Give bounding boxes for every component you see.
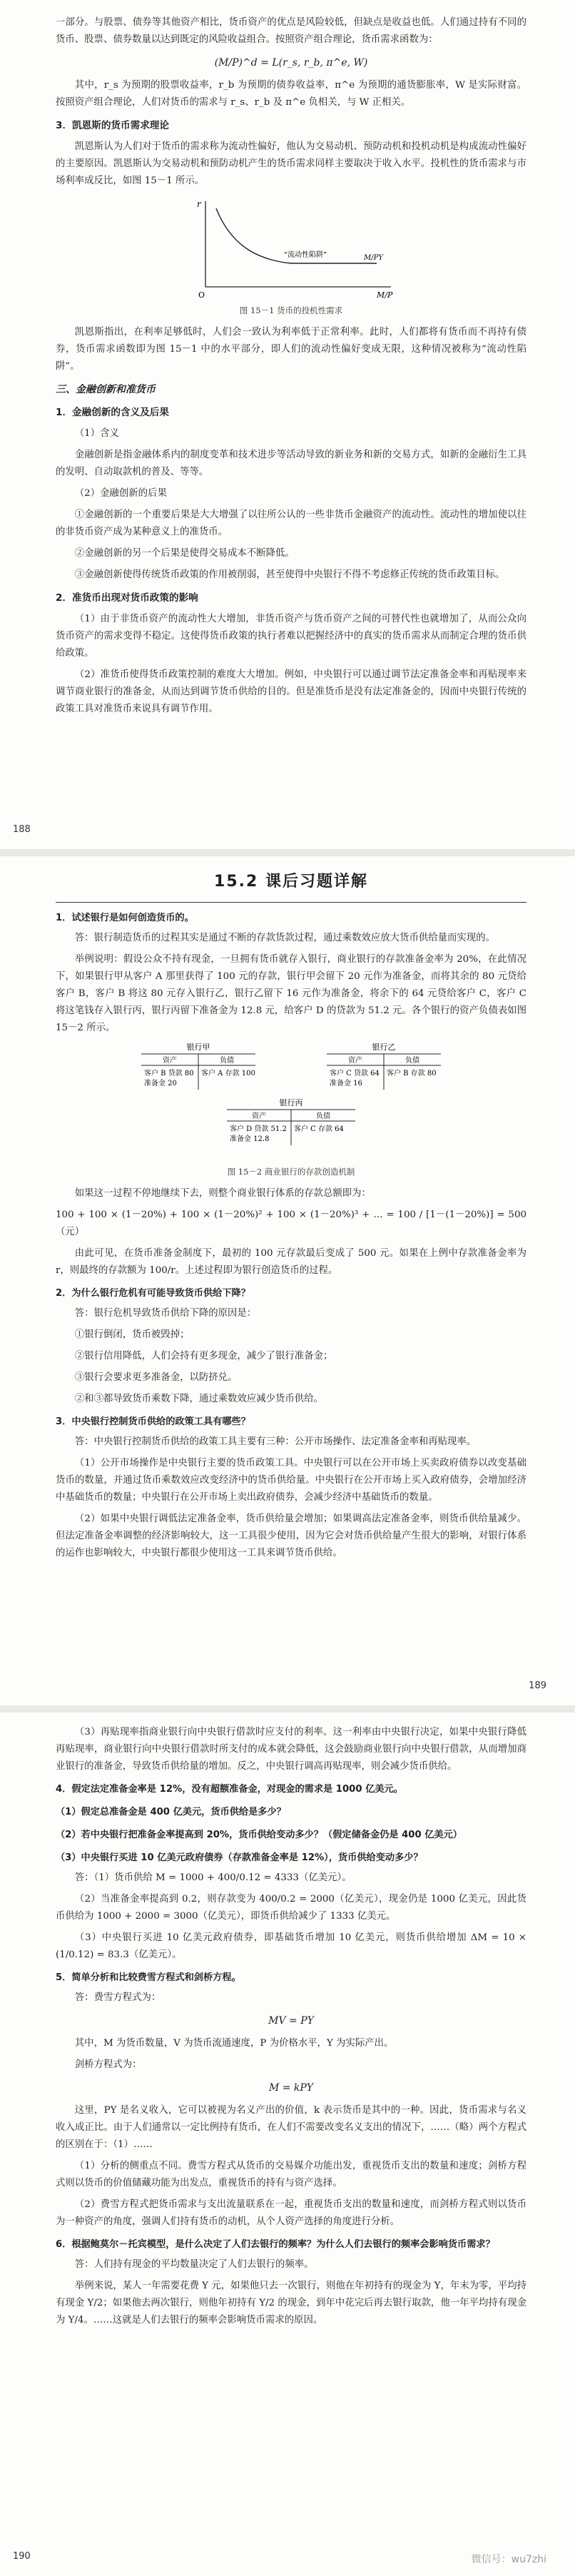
bank-b-row: 客户 B 存款 80: [387, 1070, 437, 1077]
origin-label: O: [198, 290, 205, 300]
answer: 答：银行制造货币的过程其实是通过不断的存款货款过程，通过乘数效应放大货币供给量而实现的。: [74, 933, 495, 943]
paragraph: （2）金融创新的后果: [74, 488, 167, 499]
liabilities-label: 负债: [220, 1057, 234, 1065]
assets-label: 资产: [163, 1057, 177, 1065]
heading: 2．准货币出现对货币政策的影响: [56, 592, 198, 604]
question: 5．简单分析和比较费雪方程式和剑桥方程。: [56, 1972, 241, 1983]
answer: 答：银行危机导致货币供给下降的原因是：: [74, 1308, 257, 1319]
paragraph: （1）由于非货币资产的流动性大大增加，非货币资产与货币资产之间的可替代性也就增加了，从而公众向货币资产的需求变得不稳定。这使得货币政策的执行者难以把握经济中的真实的货币需求从而制定合理的货币供给政策。: [56, 614, 526, 659]
paragraph: ①金融创新的一个重要后果是大大增强了以往所公认的一些非货币金融资产的流动性。流动性的增加使以往的非货币资产成为某种意义上的准货币。: [56, 509, 526, 537]
answer: 答：人们持有现金的平均数量决定了人们去银行的频率。: [74, 2259, 314, 2270]
bank-a-row: 准备金 20: [144, 1080, 177, 1087]
assets-label: 资产: [348, 1057, 362, 1065]
bank-balance-sheets-figure: [113, 1041, 469, 1162]
paragraph: 凯恩斯认为人们对于货币的需求称为流动性偏好，他认为交易动机、预防动机和投机动机是构成流动性偏好的主要原因。凯恩斯认为交易动机和预防动机产生的货币需求同样主要取决于收入水平。投机性的货币需求与市场利率成反比，如图 15－1 所示。: [56, 141, 526, 186]
fisher-equation: MV = PY: [268, 2015, 314, 2027]
liquidity-trap-label: “流动性陷阱”: [284, 251, 327, 259]
paragraph: 其中，r_s 为预期的股票收益率，r_b 为预期的债券收益率，π^e 为预期的通货膨胀率，W 是实际财富。按照资产组合理论，人们对货币的需求与 r_s、r_b 及 π^e 负相关，与 W 正相关。: [56, 80, 526, 108]
money-demand-formula: (M/P)^d = L(r_s, r_b, π^e, W): [214, 57, 368, 69]
heading: 3．凯恩斯的货币需求理论: [56, 120, 169, 131]
bank-a-label: 银行甲: [186, 1043, 210, 1052]
paragraph: 一部分。与股票、债券等其他资产相比，货币资产的优点是风险较低，但缺点是收益也低。人们通过持有不同的货币、股票、债券数量以达到既定的风险收益组合。按照资产组合理论，货币需求函数为：: [56, 17, 526, 45]
paragraph: （2）费雪方程式把货币需求与支出流量联系在一起，重视货币支出的数量和速度，而剑桥方程式则以货币为一种资产的角度，强调人们持有货币的动机，从个人资产选择的角度进行分析。: [56, 2199, 526, 2227]
answer: 答：费雪方程式为：: [74, 1992, 161, 2003]
page-gap: [0, 1705, 575, 1713]
question: 4．假定法定准备金率是 12%，没有超额准备金，对现金的需求是 1000 亿美元。: [56, 1784, 403, 1795]
answer: 答：中央银行控制货币供给的政策工具主要有三种：公开市场操作、法定准备金率和再贴现率。: [74, 1436, 477, 1447]
answer: （3）中央银行买进 10 亿美元政府债券，即基础货币增加 10 亿美元，则货币供给增加 ΔM = 10 × (1/0.12) = 83.3（亿美元）。: [56, 1932, 526, 1960]
y-axis-label: r: [197, 199, 201, 209]
paragraph: （3）再贴现率指商业银行向中央银行借款时应支付的利率。这一利率由中央银行决定，如果中央银行降低再贴现率，商业银行向中央银行借款时所支付的成本就会降低，这会鼓励商业银行向中央银行借款，从而增加商业银行的准备金，导致货币供给量的增加。反之，中央银行调高再贴现率，则会减少货币供给。: [56, 1727, 526, 1772]
page-189-body: [56, 871, 526, 1566]
curve-label: M/PY: [364, 254, 383, 262]
list-item: ①银行倒闭，货币被毁掉；: [74, 1329, 190, 1340]
watermark: 微信号：wu7zhi: [471, 2554, 546, 2565]
page-190-body: [56, 1724, 526, 2333]
assets-label: 资产: [252, 1112, 266, 1120]
figure-caption: 图 15－2 商业银行的存款创造机制: [227, 1167, 355, 1177]
answer: 答：（1）货币供给 M = 1000 + 400/0.12 = 4333（亿美元）。: [74, 1872, 352, 1883]
x-axis-label: M/P: [377, 290, 393, 300]
answer: （2）当准备金率提高到 0.2，则存款变为 400/0.2 = 2000（亿美元），现金仍是 1000 亿美元，因此货币供给为 1000 + 2000 = 3000（亿美元），即货币供给减少了 1333 亿美元。: [56, 1894, 526, 1922]
list-item: ②和③都导致货币乘数下降，通过乘数效应减少货币供给。: [74, 1394, 323, 1404]
page-gap: [0, 849, 575, 856]
question: 1．试述银行是如何创造货币的。: [56, 913, 194, 923]
cambridge-equation: M = kPY: [268, 2082, 314, 2094]
bank-b-row: 准备金 16: [330, 1080, 362, 1087]
page-188-body: [56, 14, 526, 722]
paragraph: 举例说明：假设公众不持有现金，一旦拥有货币就存入银行，商业银行的存款准备金率为 20%，在此情况下，如果银行甲从客户 A 那里获得了 100 元的存款，银行甲会留下 20 元作为准备金，而将其余的 80 元贷给客户 B，客户 B 将这 80 元存入银行乙，银行乙留下 16 元作为准备金，将余下的 64 元贷给客户 C，客户 C 将这笔钱存入银行丙，银行丙留下准备金为 12.8 元，给客户 D 的贷款为 51.2 元。各个银行的资产负债表如图 15－2 所示。: [56, 954, 526, 1033]
page-number: 189: [529, 1680, 546, 1691]
bank-c-row: 客户 D 贷款 51.2: [230, 1125, 287, 1133]
formula: 100 + 100 × (1－20%) + 100 × (1－20%)² + 100 × (1－20%)³ + … = 100 / [1－(1－20%)] = 500（元）: [56, 1210, 526, 1237]
paragraph: 剑桥方程式为：: [74, 2059, 142, 2070]
bank-b-row: 客户 C 贷款 64: [330, 1070, 380, 1077]
paragraph: （1）分析的侧重点不同。费雪方程式从货币的交易媒介功能出发，重视货币支出的数量和速度；剑桥方程式则以货币的价值储藏功能为出发点，重视货币的持有与资产选择。: [56, 2161, 526, 2189]
question: 2．为什么银行危机有可能导致货币供给下降？: [56, 1288, 250, 1299]
list-item: ③银行会要求更多准备金，以防挤兑。: [74, 1372, 238, 1383]
question: （3）中央银行买进 10 亿美元政府债券（存款准备金率是 12%），货币供给变动多少？: [56, 1852, 423, 1863]
bank-c-label: 银行丙: [279, 1098, 303, 1107]
heading: 三、金融创新和准货币: [56, 384, 156, 395]
paragraph: 如果这一过程不停地继续下去，则整个商业银行体系的存款总额即为：: [74, 1188, 371, 1199]
paragraph: 举例来说，某人一年需要花费 Y 元，如果他只去一次银行，则他在年初持有的现金为 Y，年末为零，平均持有现金 Y/2；如果他去两次银行，则他年初持有 Y/2 的现金，到年中花完后再去银行取款，他一年平均持有现金为 Y/4。……这就是人们去银行的频率会影响货币需求的原因。: [56, 2281, 526, 2326]
question: （2）若中央银行把准备金率提高到 20%，货币供给变动多少？（假定储备金仍是 400 亿美元）: [56, 1830, 462, 1840]
paragraph: （1）公开市场操作是中央银行主要的货币政策工具。中央银行可以在公开市场上买卖政府债券以改变基础货币的数量，并通过货币乘数效应改变经济中的货币供给量。中央银行在公开市场上买入政府债券，会增加经济中基础货币的数量；中央银行在公开市场上卖出政府债券，会减少经济中基础货币的数量。: [56, 1458, 526, 1503]
paragraph: （1）含义: [74, 428, 119, 439]
question: 3．中央银行控制货币供给的政策工具有哪些？: [56, 1416, 250, 1427]
bank-a-row: 客户 B 贷款 80: [144, 1070, 194, 1077]
title-rule: [56, 902, 526, 903]
bank-a-row: 客户 A 存款 100: [201, 1070, 255, 1077]
page-number: 188: [13, 824, 31, 835]
paragraph: ③金融创新使得传统货币政策的作用被削弱，甚至使得中央银行不得不考虑修正传统的货币政策目标。: [74, 569, 505, 580]
paragraph: （2）准货币使得货币政策控制的难度大大增加。例如，中央银行可以通过调节法定准备金率和再贴现率来调节商业银行的准备金，从而达到调节货币供给的目的。但是准货币是没有法定准备金的，因而中央银行传统的政策工具对准货币来说具有调节作用。: [56, 669, 526, 714]
figure-caption: 图 15－1 货币的投机性需求: [239, 305, 343, 315]
paragraph: （2）如果中央银行调低法定准备金率，货币供给量会增加；如果调高法定准备金率，则货币供给量减少。但法定准备金率调整的经济影响较大，这一工具很少使用，因为它会对货币供给量产生很大的影响，对银行体系的运作也影响较大，中央银行都很少使用这一工具来调节货币供给。: [56, 1513, 526, 1558]
liabilities-label: 负债: [405, 1057, 419, 1065]
bank-c-row: 准备金 12.8: [230, 1135, 270, 1143]
speculative-demand-figure: [184, 194, 398, 301]
heading: 1．金融创新的含义及后果: [56, 407, 169, 418]
question: （1）假定总准备金是 400 亿美元，货币供给是多少？: [56, 1807, 286, 1817]
paragraph: 其中，M 为货币数量，V 为货币流通速度，P 为价格水平，Y 为实际产出。: [74, 2038, 394, 2049]
paragraph: 由此可见，在货币准备金制度下，最初的 100 元存款最后变成了 500 元。如果在上例中存款准备金率为 r，则最终的存款额为 100/r。上述过程即为银行创造货币的过程。: [56, 1248, 526, 1276]
paragraph: 凯恩斯指出，在利率足够低时，人们会一致认为利率低于正常利率。此时，人们都将有货币而不再持有债券，货币需求函数即为图 15－1 中的水平部分，即人们的流动性偏好变成无限，这种情况被称为“流动性陷阱”。: [56, 327, 526, 372]
paragraph: ②金融创新的另一个后果是使得交易成本不断降低。: [74, 548, 295, 559]
paragraph: 这里，PY 是名义收入，它可以被视为名义产出的价值，k 表示货币是其中的一种。因此，货币需求与名义收入成正比。由于人们通常以一定比例持有货币，在人们不需要改变名义支出的情况下，……（略）两个方程式的区别在于：（1）……: [56, 2105, 526, 2150]
page-188: [0, 0, 575, 849]
bank-b-label: 银行乙: [372, 1043, 396, 1052]
page-189: [0, 856, 575, 1705]
section-title: 15.2 课后习题详解: [214, 873, 368, 891]
list-item: ②银行信用降低，人们会持有更多现金，减少了银行准备金；: [74, 1351, 333, 1361]
bank-c-row: 客户 C 存款 64: [294, 1125, 344, 1133]
paragraph: 金融创新是指金融体系内的制度变革和技术进步等活动导致的新业务和新的交易方式，如新的金融衍生工具的发明、自动取款机的普及、等等。: [56, 450, 526, 477]
page-190: [0, 1713, 575, 2576]
liabilities-label: 负债: [316, 1112, 330, 1120]
page-number: 190: [13, 2551, 31, 2562]
question: 6．根据鲍莫尔－托宾模型，是什么决定了人们去银行的频率？为什么人们去银行的频率会影响货币需求？: [56, 2239, 495, 2250]
